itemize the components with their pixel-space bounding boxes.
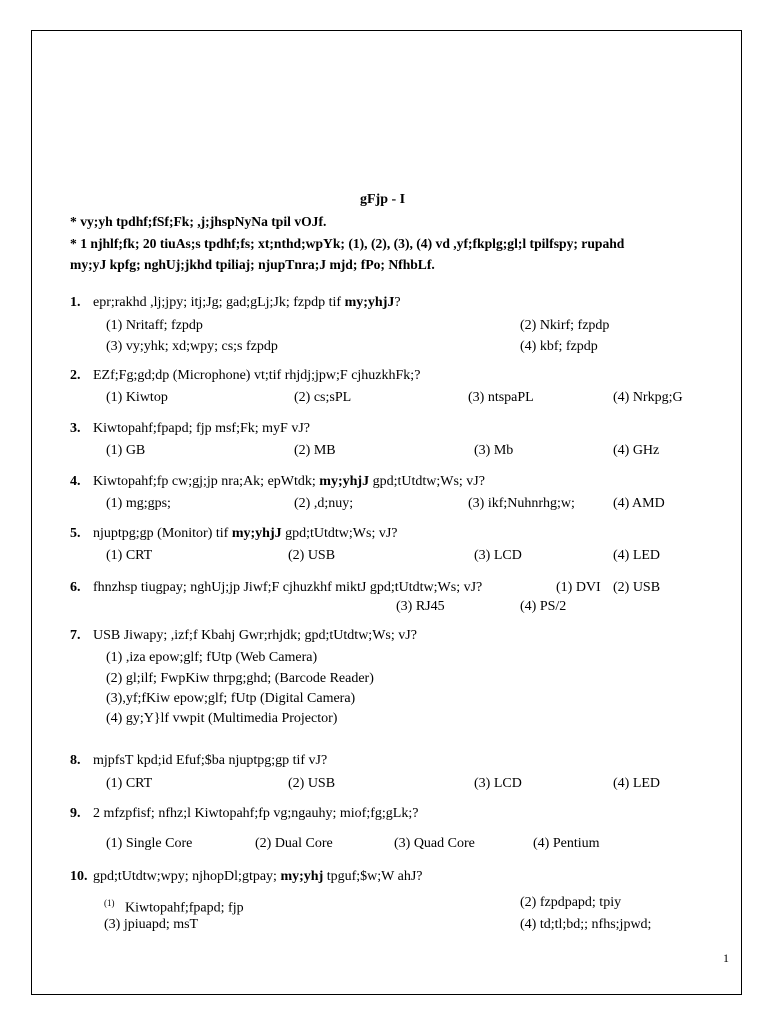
question-number: 2.: [70, 368, 81, 383]
option: (1) CRT: [106, 548, 153, 563]
option: (4) kbf; fzpdp: [520, 339, 598, 354]
question-number: 4.: [70, 474, 81, 489]
option: (3) RJ45: [396, 599, 445, 614]
option: (3) LCD: [474, 548, 522, 563]
option: (4) LED: [613, 776, 661, 791]
question-number: 8.: [70, 753, 81, 768]
option: (1) Kiwtop: [106, 390, 168, 405]
option: (4) LED: [613, 548, 661, 563]
question-text: njuptpg;gp (Monitor) tif my;yhjJ gpd;tUtdtw;Ws; vJ?: [93, 526, 398, 541]
instruction-2: * 1 njhlf;fk; 20 tiuAs;s tpdhf;fs; xt;nthd;wpYk; (1), (2), (3), (4) vd ,yf;fkplg;gl;l tpilfspy; rupahd: [70, 236, 625, 251]
option: (4) td;tl;bd;; nfhs;jpwd;: [520, 917, 652, 932]
option: (3) jpiuapd; msT: [104, 917, 199, 932]
option: (3) Quad Core: [394, 836, 475, 851]
question-number: 5.: [70, 526, 81, 541]
option: (2) USB: [613, 580, 661, 595]
option: (3) Mb: [474, 443, 514, 458]
option: (4) AMD: [613, 496, 665, 511]
question-text: fhnzhsp tiugpay; nghUj;jp Jiwf;F cjhuzkhf miktJ gpd;tUtdtw;Ws; vJ?: [93, 580, 483, 595]
option: (2) ,d;nuy;: [294, 496, 354, 511]
option: (1) Nritaff; fzpdp: [106, 318, 203, 333]
question-text: 2 mfzpfisf; nfhz;l Kiwtopahf;fp vg;ngauhy; miof;fg;gLk;?: [93, 806, 419, 821]
option: (3) LCD: [474, 776, 522, 791]
question-number: 1.: [70, 295, 81, 310]
question-number: 7.: [70, 628, 81, 643]
page-number: 1: [723, 951, 729, 965]
question-text: gpd;tUtdtw;wpy; njhopDl;gtpay; my;yhj tpguf;$w;W ahJ?: [93, 869, 423, 884]
question-text: Kiwtopahf;fp cw;gj;jp nra;Ak; epWtdk; my;yhjJ gpd;tUtdtw;Ws; vJ?: [93, 474, 485, 489]
option: (4) PS/2: [520, 599, 567, 614]
page-title: gFjp - I: [360, 192, 406, 207]
option: (2) Nkirf; fzpdp: [520, 318, 610, 333]
instruction-3: my;yJ kpfg; nghUj;jkhd tpiliaj; njupTnra;J mjd; fPo; NfhbLf.: [70, 257, 435, 272]
question-number: 6.: [70, 580, 81, 595]
option: (2) fzpdpapd; tpiy: [520, 895, 622, 910]
option: (2) USB: [288, 776, 336, 791]
option: (1) ,iza epow;glf; fUtp (Web Camera): [106, 650, 318, 665]
option: (3) ikf;Nuhnrhg;w;: [468, 496, 575, 511]
option: (4) gy;Y}lf vwpit (Multimedia Projector): [106, 711, 338, 726]
option: (1) DVI: [556, 580, 601, 595]
option: (4) Pentium: [533, 836, 600, 851]
option: (2) cs;sPL: [294, 390, 352, 405]
option: (4) GHz: [613, 443, 660, 458]
option: $^{(1)}$ Kiwtopahf;fpapd; fjp: [104, 898, 244, 916]
question-text: USB Jiwapy; ,izf;f Kbahj Gwr;rhjdk; gpd;tUtdtw;Ws; vJ?: [93, 628, 417, 643]
option: (1) mg;gps;: [106, 496, 171, 511]
question-text: mjpfsT kpd;id Efuf;$ba njuptpg;gp tif vJ?: [93, 753, 328, 768]
instruction-1: * vy;yh tpdhf;fSf;Fk; ,j;jhspNyNa tpil vOJf.: [70, 214, 327, 229]
option: (2) gl;ilf; FwpKiw thrpg;ghd; (Barcode Reader): [106, 671, 374, 686]
option: (2) USB: [288, 548, 336, 563]
option: (1) GB: [106, 443, 146, 458]
question-text: EZf;Fg;gd;dp (Microphone) vt;tif rhjdj;jpw;F cjhuzkhFk;?: [93, 368, 421, 383]
question-text: epr;rakhd ,lj;jpy; itj;Jg; gad;gLj;Jk; fzpdp tif my;yhjJ?: [93, 295, 401, 310]
option: (2) Dual Core: [255, 836, 333, 851]
option: (3) ntspaPL: [468, 390, 534, 405]
option: (3),yf;fKiw epow;glf; fUtp (Digital Camera): [106, 691, 356, 706]
option: (3) vy;yhk; xd;wpy; cs;s fzpdp: [106, 339, 278, 354]
option: (2) MB: [294, 443, 336, 458]
question-text: Kiwtopahf;fpapd; fjp msf;Fk; myF vJ?: [93, 421, 310, 436]
question-number: 9.: [70, 806, 81, 821]
option: (1) CRT: [106, 776, 153, 791]
question-number: 10.: [70, 869, 88, 884]
option: (4) Nrkpg;G: [613, 390, 683, 405]
option: (1) Single Core: [106, 836, 193, 851]
question-number: 3.: [70, 421, 81, 436]
